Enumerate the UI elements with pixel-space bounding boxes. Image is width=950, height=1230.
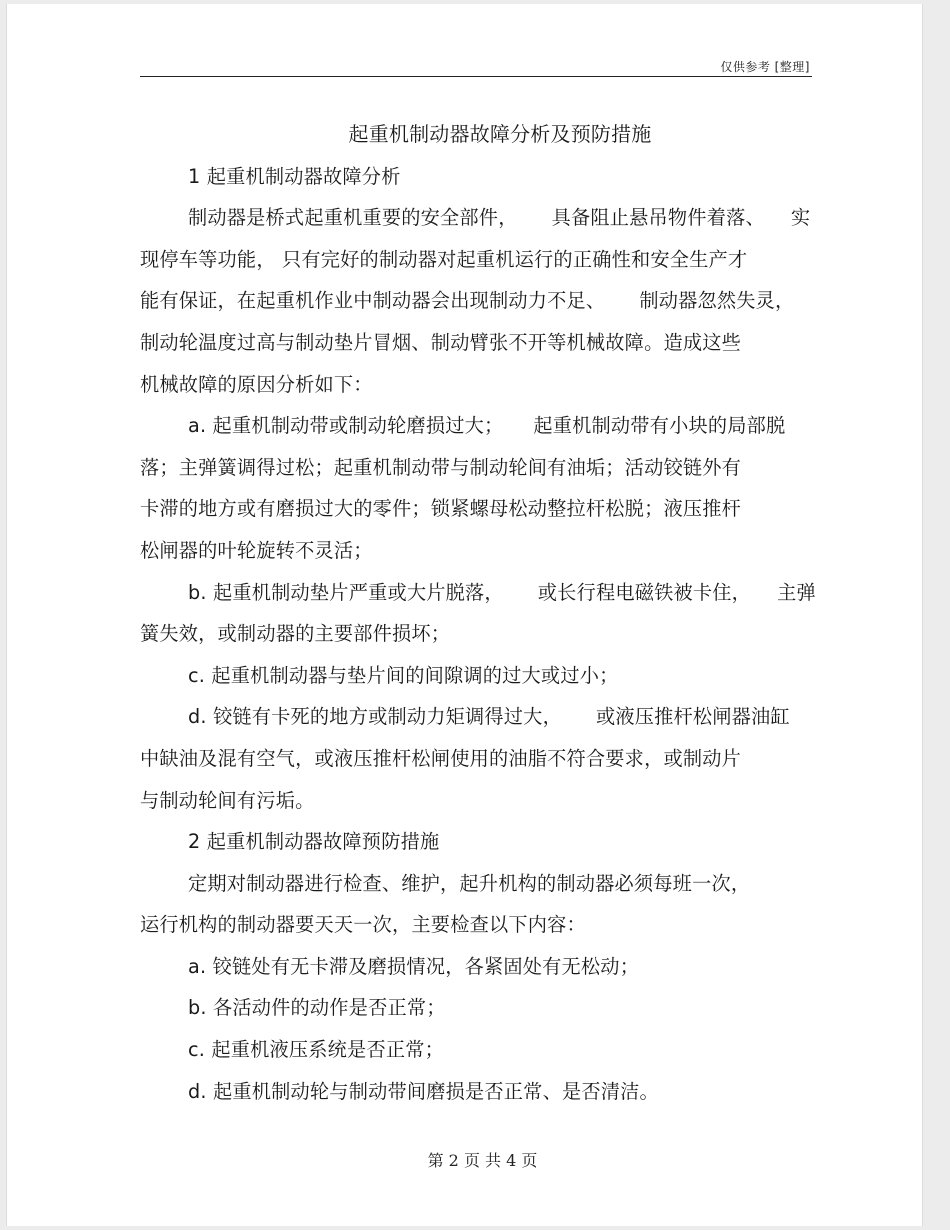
list-item-c: c. 起重机制动器与垫片间的间隙调的过大或过小； xyxy=(188,663,619,687)
section-heading-2: 2 起重机制动器故障预防措施 xyxy=(188,830,440,854)
text-line: 现停车等功能， 只有完好的制动器对起重机运行的正确性和安全生产才 xyxy=(140,247,748,271)
text-line: b. 起重机制动垫片严重或大片脱落， 或长行程电磁铁被卡住， 主弹 xyxy=(188,580,816,604)
text-line: 与制动轮间有污垢。 xyxy=(140,788,315,812)
page-number: 第 2 页 共 4 页 xyxy=(427,1151,538,1170)
text-line: a. 起重机制动带或制动轮磨损过大； 起重机制动带有小块的局部脱 xyxy=(188,414,786,438)
check-item-d: d. 起重机制动轮与制动带间磨损是否正常、是否清洁。 xyxy=(188,1079,659,1103)
document-body xyxy=(140,114,820,1112)
section-heading-1: 1 起重机制动器故障分析 xyxy=(188,164,401,188)
document-title: 起重机制动器故障分析及预防措施 xyxy=(348,122,652,146)
header-note: 仅供参考 [整理] xyxy=(720,60,810,74)
text-line: 能有保证，在起重机作业中制动器会出现制动力不足、 制动器忽然失灵， xyxy=(140,289,795,313)
text-line: 中缺油及混有空气，或液压推杆松闸使用的油脂不符合要求，或制动片 xyxy=(140,746,742,770)
text-line: 簧失效，或制动器的主要部件损坏； xyxy=(140,622,451,646)
paragraph-inspection xyxy=(140,863,820,946)
list-item-b xyxy=(140,572,820,655)
check-item-b: b. 各活动件的动作是否正常； xyxy=(188,996,446,1020)
text-line: 机械故障的原因分析如下： xyxy=(140,372,373,396)
list-item-a xyxy=(140,405,820,571)
check-item-a: a. 铰链处有无卡滞及磨损情况，各紧固处有无松动； xyxy=(188,954,640,978)
text-line: 运行机构的制动器要天天一次，主要检查以下内容： xyxy=(140,913,586,937)
text-line: 制动轮温度过高与制动垫片冒烟、制动臂张不开等机械故障。造成这些 xyxy=(140,330,742,354)
check-item-c: c. 起重机液压系统是否正常； xyxy=(188,1038,444,1062)
paragraph-intro xyxy=(140,197,820,405)
text-line: 卡滞的地方或有磨损过大的零件；锁紧螺母松动整拉杆松脱；液压推杆 xyxy=(140,497,742,521)
document-page xyxy=(6,4,923,1226)
text-line: 落；主弹簧调得过松；起重机制动带与制动轮间有油垢；活动铰链外有 xyxy=(140,455,742,479)
text-line: 松闸器的叶轮旋转不灵活； xyxy=(140,538,373,562)
text-line: d. 铰链有卡死的地方或制动力矩调得过大， 或液压推杆松闸器油缸 xyxy=(188,705,790,729)
text-line: 制动器是桥式起重机重要的安全部件， 具备阻止悬吊物件着落、 实 xyxy=(188,206,811,230)
header-divider xyxy=(140,76,812,77)
list-item-d xyxy=(140,696,820,821)
text-line: 定期对制动器进行检查、维护，起升机构的制动器必须每班一次， xyxy=(188,871,751,895)
